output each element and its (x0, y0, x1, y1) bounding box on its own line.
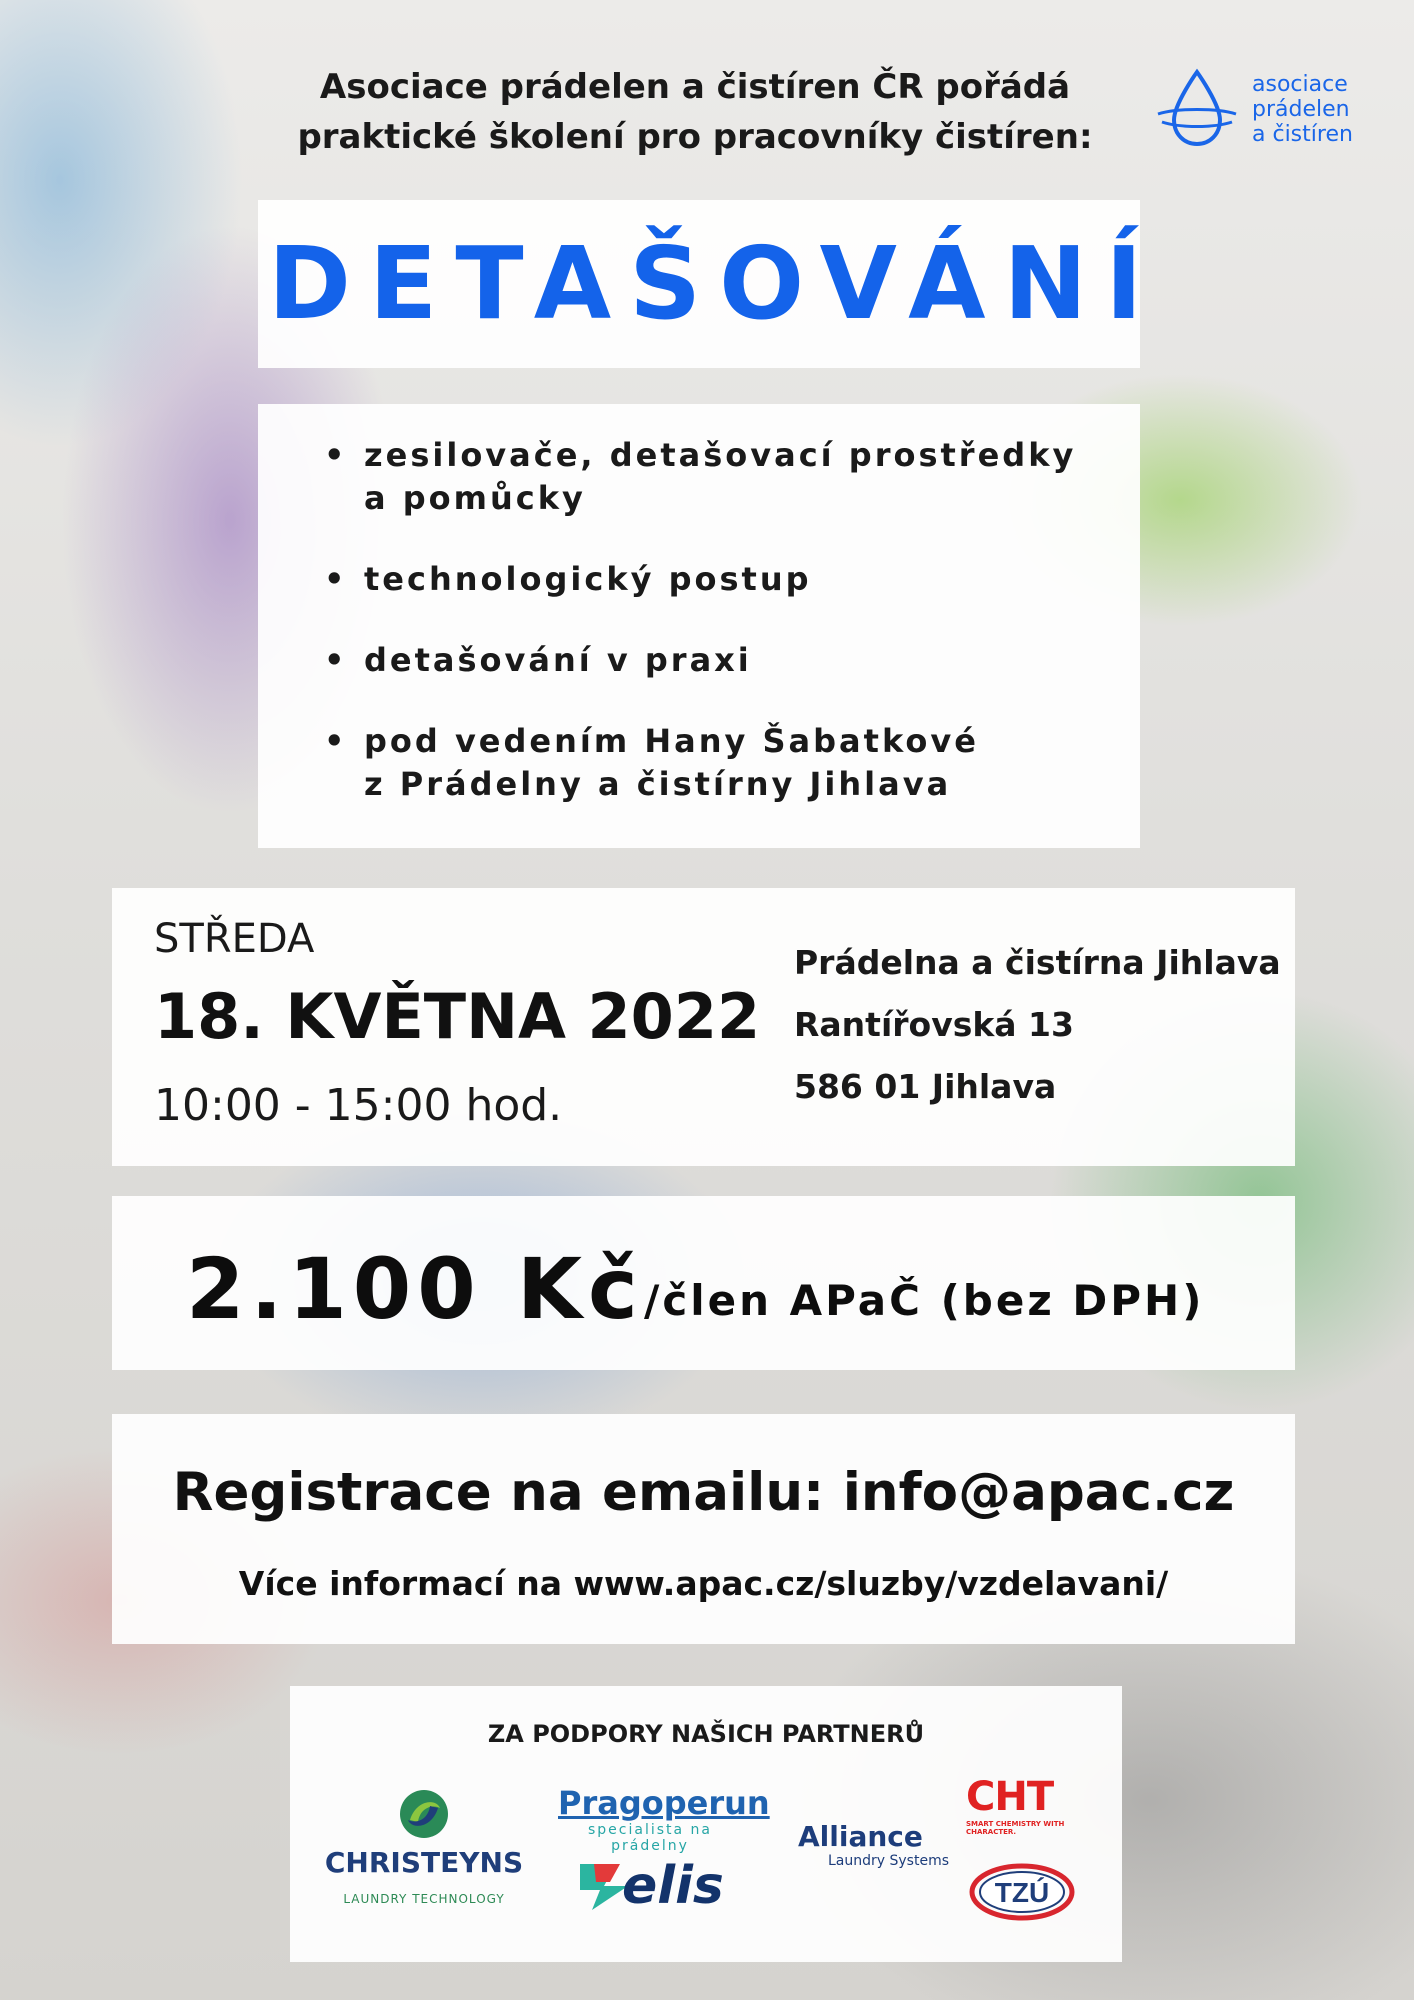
event-time: 10:00 - 15:00 hod. (154, 1080, 563, 1131)
event-address (794, 932, 1281, 1118)
address-line: Prádelna a čistírna Jihlava (794, 943, 1281, 982)
christeyns-name: CHRISTEYNS (324, 1846, 524, 1879)
event-day: STŘEDA (154, 916, 315, 962)
topics-panel (258, 404, 1140, 848)
christeyns-emblem-icon (396, 1786, 452, 1842)
header-line-2: praktické školení pro pracovníky čistíren: (297, 117, 1093, 157)
topic-line: a pomůcky (364, 479, 586, 517)
logo-line-2: prádelen (1252, 97, 1350, 122)
header-line-1: Asociace prádelen a čistíren ČR pořádá (319, 67, 1071, 107)
alliance-tagline: Laundry Systems (828, 1853, 950, 1869)
cht-logo (966, 1774, 1086, 1834)
christeyns-logo (324, 1786, 524, 1916)
tzu-name: TZÚ (994, 1877, 1050, 1908)
list-item (258, 558, 1140, 601)
pragoperun-logo (558, 1784, 770, 1854)
registration-email: Registrace na emailu: info@apac.cz (172, 1462, 1235, 1523)
pragoperun-tagline: specialista na prádelny (587, 1822, 712, 1854)
bullet-icon: • (324, 641, 348, 679)
apac-logo (1152, 64, 1392, 154)
christeyns-tagline: LAUNDRY TECHNOLOGY (343, 1892, 505, 1906)
alliance-logo (798, 1820, 958, 1880)
address-line: 586 01 Jihlava (794, 1067, 1057, 1106)
price-amount: 2.100 Kč (186, 1240, 644, 1338)
list-item (258, 434, 1140, 520)
page-title: DETAŠOVÁNÍ (268, 225, 1161, 342)
tzu-logo (966, 1860, 1082, 1924)
price-panel (112, 1196, 1295, 1370)
price-note: /člen APaČ (bez DPH) (644, 1276, 1205, 1325)
title-panel (258, 200, 1161, 368)
elis-logo (576, 1856, 776, 1916)
topic-line: pod vedením Hany Šabatkové (364, 722, 979, 760)
logo-line-3: a čistíren (1252, 122, 1353, 147)
pragoperun-name: Pragoperun (558, 1784, 770, 1822)
topic-line: z Prádelny a čistírny Jihlava (364, 765, 952, 803)
bullet-icon: • (324, 436, 348, 474)
header-text (220, 62, 1170, 162)
list-item (258, 639, 1140, 682)
logo-text (1252, 72, 1353, 147)
topic-line: technologický postup (364, 560, 812, 598)
logo-line-1: asociace (1252, 72, 1348, 97)
cht-tagline: SMART CHEMISTRY WITH CHARACTER. (966, 1820, 1065, 1836)
bullet-icon: • (324, 560, 348, 598)
topic-line: zesilovače, detašovací prostředky (364, 436, 1077, 474)
event-details-panel (112, 888, 1295, 1166)
alliance-name: Alliance (798, 1820, 923, 1853)
event-date: 18. KVĚTNA 2022 (154, 980, 761, 1053)
droplet-icon (1152, 68, 1242, 154)
topics-list (258, 404, 1140, 806)
elis-name: elis (622, 1856, 724, 1916)
registration-panel (112, 1414, 1295, 1644)
partners-panel (290, 1686, 1122, 1962)
cht-name: CHT (966, 1774, 1054, 1820)
tzu-emblem-icon (966, 1860, 1082, 1924)
bullet-icon: • (324, 722, 348, 760)
address-line: Rantířovská 13 (794, 1005, 1074, 1044)
topic-line: detašování v praxi (364, 641, 752, 679)
list-item (258, 720, 1140, 806)
partners-title: ZA PODPORY NAŠICH PARTNERŮ (487, 1720, 925, 1748)
more-info-link: Více informací na www.apac.cz/sluzby/vzdelavani/ (238, 1564, 1169, 1603)
